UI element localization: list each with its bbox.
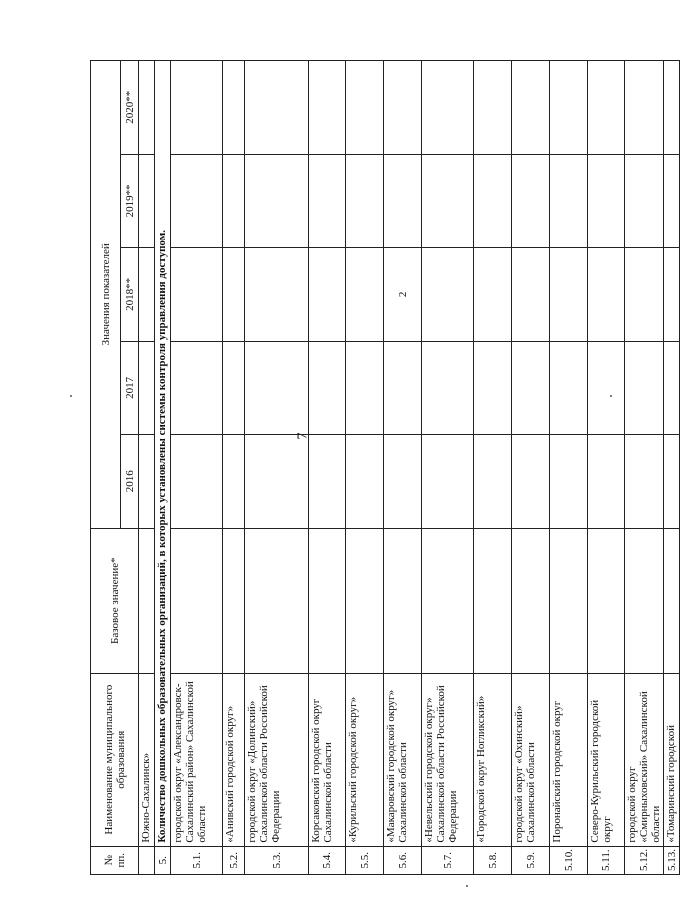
- table-row: [664, 61, 680, 875]
- row-number: 5.12.: [625, 846, 664, 874]
- table-row: [139, 61, 155, 875]
- base-value-cell: [625, 528, 664, 673]
- base-value-cell: [245, 528, 309, 673]
- year-value-cell: [139, 248, 155, 341]
- year-value-cell: [512, 154, 550, 247]
- municipality-name: Северо-Курильский городской округ: [588, 673, 625, 846]
- row-number: [139, 846, 155, 874]
- year-value-cell: [139, 435, 155, 528]
- base-value-cell: [588, 528, 625, 673]
- year-value-cell: [223, 61, 245, 155]
- header-number: № пп.: [91, 846, 139, 874]
- table-row: [309, 61, 346, 875]
- year-value-cell: [223, 341, 245, 434]
- base-value-cell: [346, 528, 384, 673]
- municipality-name: Корсаковский городской округ Сахалинской области: [309, 673, 346, 846]
- municipality-name: «Томаринский городской: [664, 673, 680, 846]
- header-base: Базовое значение*: [91, 528, 139, 673]
- year-value-cell: [550, 435, 588, 528]
- base-value-cell: [223, 528, 245, 673]
- row-number: 5.2.: [223, 846, 245, 874]
- municipality-name: «Макаровский городской округ» Сахалинской области: [384, 673, 422, 846]
- municipality-name: городской округ «Смирныховский» Сахалинской области: [625, 673, 664, 846]
- row-number: 5.6.: [384, 846, 422, 874]
- row-number: 5.1.: [171, 846, 223, 874]
- year-value-cell: [550, 154, 588, 247]
- header-year: 2017: [121, 341, 139, 434]
- row-number: 5.7.: [422, 846, 474, 874]
- year-value-cell: [384, 154, 422, 247]
- row-number: 5.5.: [346, 846, 384, 874]
- year-value-cell: [245, 61, 309, 155]
- section-title: Количество дошкольных образовательных организаций, в которых установлены системы контроля управления доступом.: [155, 61, 171, 847]
- year-value-cell: [588, 435, 625, 528]
- year-value-cell: [664, 154, 680, 247]
- year-value-cell: [625, 154, 664, 247]
- municipality-name: городской округ «Александровск-Сахалинский район» Сахалинской области: [171, 673, 223, 846]
- year-value-cell: [588, 61, 625, 155]
- table-body: [139, 61, 680, 875]
- year-value-cell: [512, 435, 550, 528]
- year-value-cell: [625, 341, 664, 434]
- year-value-cell: [309, 248, 346, 341]
- table-row: [384, 61, 422, 875]
- year-value-cell: [346, 61, 384, 155]
- year-value-cell: [223, 435, 245, 528]
- year-value-cell: [664, 61, 680, 155]
- year-value-cell: [625, 435, 664, 528]
- year-value-cell: [384, 61, 422, 155]
- municipality-name: «Анивский городской округ»: [223, 673, 245, 846]
- year-value-cell: [171, 341, 223, 434]
- indicators-table: [90, 60, 680, 875]
- scan-speck: [466, 885, 468, 887]
- year-value-cell: [588, 341, 625, 434]
- year-value-cell: [171, 154, 223, 247]
- base-value-cell: [384, 528, 422, 673]
- year-value-cell: [664, 248, 680, 341]
- municipality-name: «Невельский городской округ» Сахалинской области Российской Федерации: [422, 673, 474, 846]
- year-value-cell: [223, 154, 245, 247]
- municipality-name: Поронайский городской округ: [550, 673, 588, 846]
- year-value-cell: [625, 61, 664, 155]
- base-value-cell: [664, 528, 680, 673]
- row-number: 5.3.: [245, 846, 309, 874]
- municipality-name: Южно-Сахалинск»: [139, 673, 155, 846]
- year-value-cell: [223, 248, 245, 341]
- year-value-cell: [245, 248, 309, 341]
- year-value-cell: [550, 341, 588, 434]
- page-number: 7: [295, 432, 311, 440]
- table-row: [245, 61, 309, 875]
- row-number: 5.9.: [512, 846, 550, 874]
- row-number: 5.13.: [664, 846, 680, 874]
- scan-speck: [70, 395, 72, 397]
- year-value-cell: [550, 248, 588, 341]
- year-value-cell: [139, 61, 155, 155]
- header-year: 2016: [121, 435, 139, 528]
- table-row: [346, 61, 384, 875]
- base-value-cell: [422, 528, 474, 673]
- year-value-cell: [171, 248, 223, 341]
- table-row: [223, 61, 245, 875]
- year-value-cell: [625, 248, 664, 341]
- section-row: [155, 61, 171, 875]
- base-value-cell: [512, 528, 550, 673]
- year-value-cell: [245, 435, 309, 528]
- year-value-cell: [550, 61, 588, 155]
- municipality-name: городской округ «Охинский» Сахалинской области: [512, 673, 550, 846]
- year-value-cell: [474, 61, 512, 155]
- rotated-table-container: [90, 60, 678, 875]
- year-value-cell: [422, 154, 474, 247]
- row-number: 5.10.: [550, 846, 588, 874]
- row-number: 5.: [155, 846, 171, 874]
- header-year: 2019**: [121, 154, 139, 247]
- year-value-cell: [245, 154, 309, 247]
- year-value-cell: [309, 154, 346, 247]
- year-value-cell: [139, 154, 155, 247]
- year-value-cell: [422, 61, 474, 155]
- base-value-cell: [309, 528, 346, 673]
- year-value-cell: [588, 248, 625, 341]
- year-value-cell: [474, 248, 512, 341]
- year-value-cell: [422, 435, 474, 528]
- base-value-cell: [550, 528, 588, 673]
- header-values-group: Значения показателей: [91, 61, 121, 529]
- municipality-name: «Городской округ Ногликский»: [474, 673, 512, 846]
- year-value-cell: [422, 341, 474, 434]
- year-value-cell: [346, 435, 384, 528]
- year-value-cell: [384, 435, 422, 528]
- year-value-cell: [309, 61, 346, 155]
- row-number: 5.4.: [309, 846, 346, 874]
- table-row: [422, 61, 474, 875]
- base-value-cell: [171, 528, 223, 673]
- municipality-name: городской округ «Долинский» Сахалинской области Российской Федерации: [245, 673, 309, 846]
- municipality-name: «Курильский городской округ»: [346, 673, 384, 846]
- year-value-cell: [346, 248, 384, 341]
- header-year: 2020**: [121, 61, 139, 155]
- year-value-cell: [139, 341, 155, 434]
- year-value-cell: [346, 341, 384, 434]
- year-value-cell: [512, 341, 550, 434]
- table-row: [474, 61, 512, 875]
- base-value-cell: [139, 528, 155, 673]
- year-value-cell: [309, 435, 346, 528]
- base-value-cell: [474, 528, 512, 673]
- header-name: Наименование муниципального образования: [91, 673, 139, 846]
- year-value-cell: [664, 435, 680, 528]
- year-value-cell: [309, 341, 346, 434]
- year-value-cell: [346, 154, 384, 247]
- year-value-cell: [171, 61, 223, 155]
- table-row: [171, 61, 223, 875]
- header-year: 2018**: [121, 248, 139, 341]
- year-value-cell: [171, 435, 223, 528]
- year-value-cell: [512, 248, 550, 341]
- year-value-cell: [474, 154, 512, 247]
- table-row: [625, 61, 664, 875]
- year-value-cell: [664, 341, 680, 434]
- year-value-cell: [245, 341, 309, 434]
- year-value-cell: [474, 435, 512, 528]
- year-value-cell: [422, 248, 474, 341]
- row-number: 5.11.: [588, 846, 625, 874]
- year-value-cell: [588, 154, 625, 247]
- year-value-cell: [474, 341, 512, 434]
- year-value-cell: [384, 341, 422, 434]
- row-number: 5.8.: [474, 846, 512, 874]
- table-row: [512, 61, 550, 875]
- table-row: [588, 61, 625, 875]
- year-value-cell: 2: [384, 248, 422, 341]
- year-value-cell: [512, 61, 550, 155]
- table-row: [550, 61, 588, 875]
